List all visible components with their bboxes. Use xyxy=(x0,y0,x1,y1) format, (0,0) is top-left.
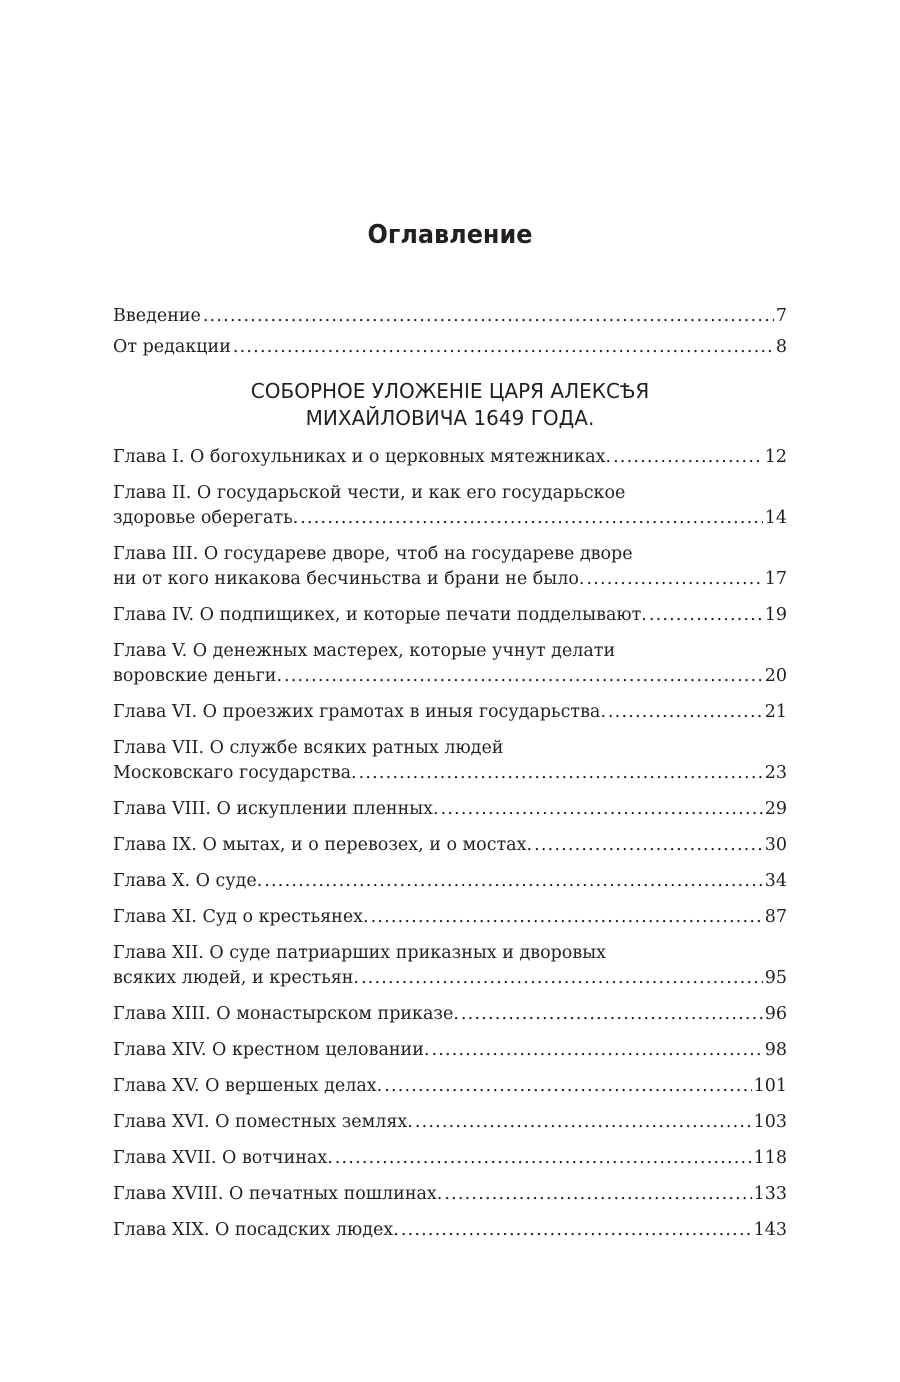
toc-entry-title: Глава XVI. О поместных землях. xyxy=(113,1112,413,1132)
dot-leader xyxy=(371,905,763,930)
chapter-list xyxy=(113,445,787,1243)
toc-page-number: 133 xyxy=(753,1184,787,1204)
dot-leader xyxy=(264,869,762,894)
toc-entry-title: Глава I. О богохульниках и о церковных мятежниках. xyxy=(113,447,612,467)
toc-entry-title: воровские деньги. xyxy=(113,666,283,686)
toc-entry-title: Глава XIV. О крестном целовании. xyxy=(113,1040,430,1060)
dot-leader xyxy=(649,603,763,628)
toc-entry[interactable] xyxy=(113,304,787,329)
toc-page-number: 20 xyxy=(764,666,787,686)
dot-leader xyxy=(441,797,763,822)
toc-entry[interactable] xyxy=(113,1038,787,1063)
toc-entry[interactable] xyxy=(113,797,787,822)
section-heading-line: СОБОРНОЕ УЛОЖЕНIЕ ЦАРЯ АЛЕКСѢЯ xyxy=(250,379,650,403)
toc-page-number: 98 xyxy=(764,1040,787,1060)
toc-entry[interactable] xyxy=(113,481,787,531)
toc-page-number: 7 xyxy=(775,306,787,326)
toc-entry-title: Глава XVII. О вотчинах. xyxy=(113,1148,333,1168)
toc-entry-title: всяких людей, и крестьян. xyxy=(113,968,359,988)
toc-entry-title: ни от кого никакова бесчиньства и брани не было. xyxy=(113,569,585,589)
section-heading-line: МИХАЙЛОВИЧА 1649 ГОДА. xyxy=(305,406,595,430)
dot-leader xyxy=(461,1002,763,1027)
toc-page-number: 96 xyxy=(764,1004,787,1024)
toc-entry[interactable] xyxy=(113,639,787,689)
toc-page-number: 95 xyxy=(764,968,787,988)
toc-page-number: 21 xyxy=(764,702,787,722)
toc-entry[interactable] xyxy=(113,445,787,470)
dot-leader xyxy=(401,1218,752,1243)
dot-leader xyxy=(233,335,774,360)
toc-entry-title: Введение xyxy=(113,306,201,326)
dot-leader xyxy=(361,966,763,991)
toc-entry-title: Глава XI. Суд о крестьянех. xyxy=(113,907,369,927)
dot-leader xyxy=(431,1038,762,1063)
toc-page-number: 29 xyxy=(764,799,787,819)
toc-entry-title: Глава VI. О проезжих грамотах в иныя государьства. xyxy=(113,702,606,722)
toc-entry[interactable] xyxy=(113,603,787,628)
toc-page-number: 34 xyxy=(764,871,787,891)
front-matter-list xyxy=(113,304,787,360)
dot-leader xyxy=(415,1110,752,1135)
dot-leader xyxy=(586,567,762,592)
toc-entry[interactable] xyxy=(113,905,787,930)
toc-entry-title: здоровье оберегать. xyxy=(113,508,299,528)
toc-entry[interactable] xyxy=(113,335,787,360)
toc-entry[interactable] xyxy=(113,869,787,894)
dot-leader xyxy=(534,833,763,858)
toc-page-number: 19 xyxy=(764,605,787,625)
toc-entry[interactable] xyxy=(113,1074,787,1099)
toc-entry-title: Глава III. О государеве дворе, чтоб на государеве дворе xyxy=(113,544,633,564)
toc-entry[interactable] xyxy=(113,1182,787,1207)
toc-entry-title: Глава V. О денежных мастерех, которые учнут делати xyxy=(113,641,616,661)
toc-entry-title: Глава XIII. О монастырском приказе. xyxy=(113,1004,459,1024)
toc-page-number: 23 xyxy=(764,763,787,783)
dot-leader xyxy=(359,761,763,786)
toc-entry-title: Глава II. О государьской чести, и как его государьское xyxy=(113,483,626,503)
toc-page-number: 101 xyxy=(753,1076,787,1096)
toc-page-number: 17 xyxy=(764,569,787,589)
toc-page-number: 30 xyxy=(764,835,787,855)
toc-entry-title: Глава IX. О мытах, и о перевозех, и о мостах. xyxy=(113,835,533,855)
toc-entry-title: Глава XV. О вершеных делах. xyxy=(113,1076,383,1096)
toc-entry-title: Глава X. О суде. xyxy=(113,871,263,891)
toc-entry[interactable] xyxy=(113,1002,787,1027)
toc-entry[interactable] xyxy=(113,1110,787,1135)
toc-entry[interactable] xyxy=(113,700,787,725)
dot-leader xyxy=(300,506,762,531)
toc-page-number: 103 xyxy=(753,1112,787,1132)
toc-entry-title: Глава VII. О службе всяких ратных людей xyxy=(113,738,504,758)
toc-entry-title: Глава VIII. О искуплении пленных. xyxy=(113,799,439,819)
toc-entry[interactable] xyxy=(113,736,787,786)
toc-page-number: 14 xyxy=(764,508,787,528)
dot-leader xyxy=(384,1074,751,1099)
toc-entry-title: Глава XII. О суде патриарших приказных и дворовых xyxy=(113,943,606,963)
toc-entry[interactable] xyxy=(113,1218,787,1243)
dot-leader xyxy=(613,445,763,470)
toc-page-number: 8 xyxy=(775,337,787,357)
page-title: Оглавление xyxy=(367,220,533,250)
dot-leader xyxy=(203,304,774,329)
toc-page-number: 118 xyxy=(753,1148,787,1168)
toc-page-number: 12 xyxy=(764,447,787,467)
toc-entry[interactable] xyxy=(113,1146,787,1171)
toc-entry-title: От редакции xyxy=(113,337,231,357)
dot-leader xyxy=(444,1182,751,1207)
table-of-contents xyxy=(113,304,787,1254)
toc-entry[interactable] xyxy=(113,833,787,858)
section-heading xyxy=(113,378,787,432)
toc-entry-title: Глава IV. О подпищикех, и которые печати подделывают. xyxy=(113,605,647,625)
dot-leader xyxy=(335,1146,752,1171)
dot-leader xyxy=(284,664,763,689)
dot-leader xyxy=(608,700,763,725)
toc-page-number: 87 xyxy=(764,907,787,927)
toc-entry-title: Глава XVIII. О печатных пошлинах. xyxy=(113,1184,443,1204)
toc-entry-title: Московскаго государства. xyxy=(113,763,357,783)
toc-page-number: 143 xyxy=(753,1220,787,1240)
toc-entry-title: Глава XIX. О посадских людех. xyxy=(113,1220,399,1240)
toc-entry[interactable] xyxy=(113,542,787,592)
toc-entry[interactable] xyxy=(113,941,787,991)
